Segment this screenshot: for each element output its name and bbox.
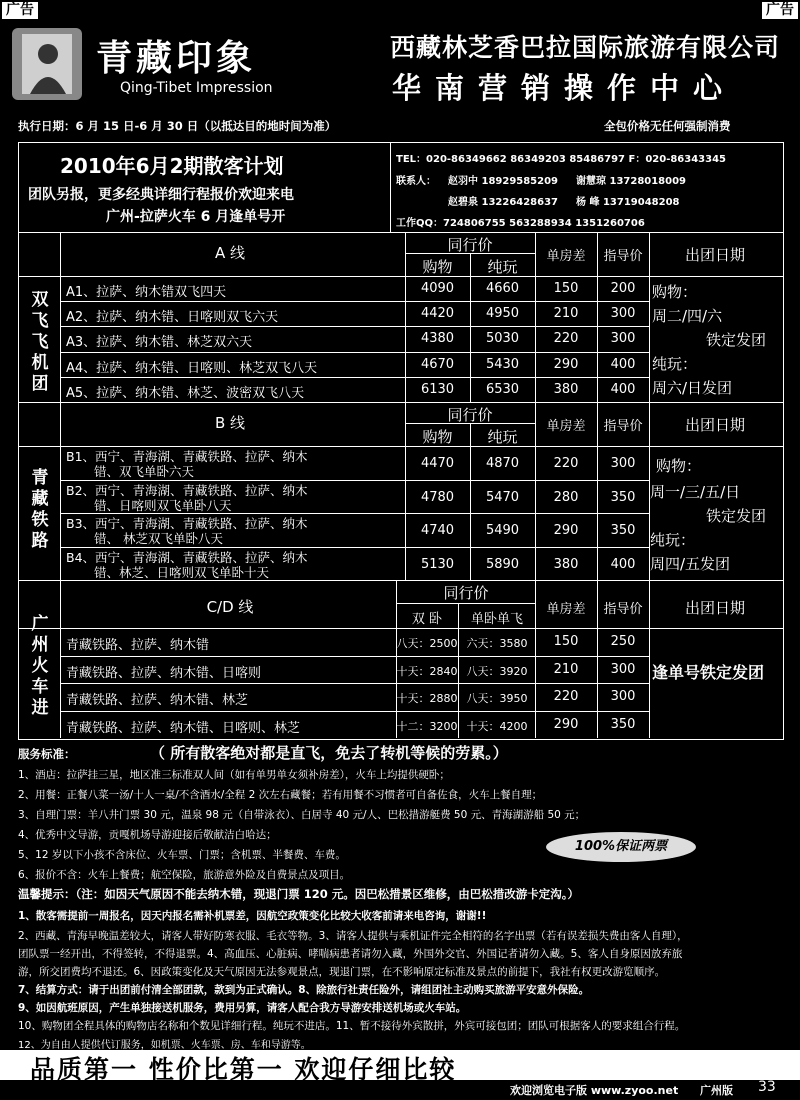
service-item-4: 5、12 岁以下小孩不含床位、火车票、门票；含机票、半餐费、车费。 — [18, 849, 346, 861]
line-b-shop-0: 4470 — [420, 456, 455, 471]
line-a-single-4: 380 — [553, 381, 579, 397]
line-a-pure: 纯玩 — [487, 258, 518, 276]
line-a-pure-4: 6530 — [485, 381, 520, 397]
train-note: 广州-拉萨火车 6 月逢单号开 — [106, 209, 286, 225]
price-note: 全包价格无任何强制消费 — [604, 119, 731, 133]
line-a-shop: 购物 — [422, 258, 453, 276]
line-a-guide-2: 300 — [610, 331, 636, 347]
line-cd-route-1: 青藏铁路、拉萨、纳木错、日喀则 — [66, 665, 262, 681]
tips-line-5: 9、如因航班原因，产生单独接送机服务，费用另算，请客人配合我方导游安排送机场或火车站。 — [18, 1002, 467, 1014]
contact-label: 联系人： — [396, 176, 436, 187]
line-a-pure-0: 4660 — [485, 281, 520, 296]
tips-line-0: 1、散客需提前一周报名，因天内报名需补机票差，因航空政策变化比较大收客前请来电咨询，谢谢!! — [18, 910, 487, 922]
line-cd-fly-1: 八天：3920 — [466, 664, 528, 678]
line-b-shop-3: 5130 — [420, 556, 455, 572]
line-a-single-2: 220 — [553, 331, 579, 347]
logo-name: 青藏印象 — [96, 37, 257, 79]
line-cd-single-0: 150 — [553, 634, 579, 649]
footer-browse[interactable]: 欢迎浏览电子版 www.zyoo.net — [510, 1084, 679, 1097]
contact-qq: 工作QQ：724806755 563288934 1351260706 — [396, 218, 645, 229]
company-name: 西藏林芝香巴拉国际旅游有限公司 — [390, 33, 781, 62]
contact-p1: 赵羽中 18929585209 — [448, 176, 559, 187]
line-b-pure-2: 5490 — [485, 523, 520, 538]
tips-line-6: 10、购物团全程具体的购物店名称和个数见详细行程。纯玩不进店。11、暂不接待外宾散拼，外宾可接包团；团队可根据客人的要求组合行程。 — [18, 1020, 686, 1032]
line-a-title: A 线 — [214, 244, 246, 262]
line-a-guide-0: 200 — [610, 281, 636, 296]
line-a-route-3: A4、拉萨、纳木错、日喀则、林芝双飞八天 — [66, 360, 318, 376]
line-cd-berth: 双 卧 — [411, 612, 443, 627]
line-a-depart-head: 出团日期 — [684, 246, 745, 264]
line-cd-berth-2: 十天：2880 — [396, 692, 458, 705]
line-b-route2-2: 错、 林芝双飞单卧八天 — [94, 531, 223, 546]
center-name: 华南营销操作中心 — [392, 71, 737, 105]
line-cd-depart-head: 出团日期 — [684, 599, 745, 617]
page-number: 33 — [758, 1079, 776, 1095]
ad-tag-left: 广告 — [2, 2, 38, 19]
line-b-dep-4: 周四/五发团 — [650, 555, 731, 573]
tips-line-2: 团队票一经开出，不得签转，不得退票。4、高血压、心脏病、哮喘病患者请勿入藏，外国外交官、外国记者请勿入藏。5、客人自身原因放弃旅 — [18, 948, 683, 960]
line-cd-peer: 同行价 — [443, 584, 489, 602]
line-a-dep-1: 周二/四/六 — [652, 307, 723, 325]
tips-line-7: 12、为自由人提供代订服务，如机票、火车票、房、车和导游等。 — [18, 1040, 311, 1051]
line-a-guide-3: 400 — [610, 356, 636, 372]
line-b-single-1: 280 — [553, 489, 579, 505]
line-b-pure-1: 5470 — [485, 489, 520, 505]
line-b-guide-2: 350 — [610, 523, 636, 538]
line-a-single-3: 290 — [553, 356, 579, 372]
footer-edition: 广州版 — [700, 1084, 733, 1097]
line-cd-route-2: 青藏铁路、拉萨、纳木错、林芝 — [66, 693, 249, 708]
contact-p4: 杨 峰 13719048208 — [576, 197, 680, 208]
line-b-single-0: 220 — [553, 456, 579, 471]
line-b-guide-1: 350 — [610, 489, 636, 505]
line-b-route2-0: 错、双飞单卧六天 — [94, 464, 195, 479]
line-a-single-0: 150 — [553, 281, 579, 296]
line-b-single-2: 290 — [553, 523, 579, 538]
line-cd-guide-1: 300 — [610, 661, 636, 677]
line-b-shop-1: 4780 — [420, 489, 455, 505]
exec-date: 执行日期：6 月 15 日-6 月 30 日（以抵达目的地时间为准） — [18, 119, 337, 133]
line-b-route2-1: 错、日喀则双飞单卧八天 — [94, 497, 232, 513]
service-label: 服务标准： — [18, 747, 76, 761]
line-cd-berth-3: 十二：3200 — [396, 719, 458, 733]
line-cd-fly-3: 十天：4200 — [466, 719, 528, 733]
line-cd-single-3: 290 — [553, 716, 579, 732]
line-b-single-3: 380 — [553, 556, 579, 572]
line-b-title: B 线 — [214, 414, 246, 432]
team-note: 团队另报，更多经典详细行程报价欢迎来电 — [28, 187, 294, 203]
line-b-pure-0: 4870 — [485, 456, 520, 471]
line-cd-single: 单房差 — [546, 602, 586, 617]
tips-line-4: 7、结算方式：请于出团前付清全部团款，款到为正式确认。8、除旅行社责任险外，请组团社主动购买旅游平安意外保险。 — [18, 984, 590, 996]
line-cd-berth-1: 十天：2840 — [396, 664, 458, 678]
contact-p3: 赵碧泉 13226428637 — [448, 197, 559, 208]
line-b-dep-0: 购物： — [656, 457, 702, 475]
contact-tel: TEL：020-86349662 86349203 85486797 F：020-86343345 — [396, 154, 727, 165]
line-a-route-4: A5、拉萨、纳木错、林芝、波密双飞八天 — [66, 385, 305, 401]
line-b-depart-head: 出团日期 — [684, 416, 745, 434]
line-b-guide: 指导价 — [603, 419, 643, 434]
line-cd-guide-0: 250 — [610, 634, 636, 649]
line-b-route2-3: 错、林芝、日喀则双飞单卧十天 — [94, 564, 270, 580]
contact-p2: 谢慧琼 13728018009 — [576, 176, 687, 187]
line-a-peer: 同行价 — [447, 236, 493, 254]
service-item-1: 2、用餐：正餐八菜一汤/十人一桌/不含酒水/全程 2 次左右藏餐；若有用餐不习惯者可自备佐食，火车上餐自理； — [18, 789, 543, 801]
line-a-pure-2: 5030 — [485, 331, 520, 347]
slogan: 品质第一 性价比第一 欢迎仔细比较 — [30, 1055, 457, 1084]
tips-title: 温馨提示：（注：如因天气原因不能去纳木错，现退门票 120 元。因巴松措景区维修，由巴松措改游卡定沟。） — [18, 887, 580, 901]
service-item-3: 4、优秀中文导游，贡嘎机场导游迎接后敬献洁白哈达； — [18, 829, 277, 841]
line-a-shop-1: 4420 — [420, 306, 455, 322]
line-a-dep-4: 周六/日发团 — [652, 379, 733, 397]
line-b-route1-3: B4、西宁、青海湖、青藏铁路、拉萨、纳木 — [66, 549, 308, 565]
line-b-guide-3: 400 — [610, 556, 636, 572]
line-b-guide-0: 300 — [610, 456, 636, 471]
line-a-pure-3: 5430 — [485, 356, 520, 372]
line-b-pure-3: 5890 — [485, 556, 520, 572]
line-b-pure: 纯玩 — [487, 428, 518, 446]
guarantee-badge: 100%保证两票 — [546, 832, 696, 862]
line-b-dep-1: 周一/三/五/日 — [650, 483, 741, 501]
logo-subtitle: Qing-Tibet Impression — [120, 80, 273, 96]
line-a-dep-3: 纯玩： — [652, 355, 698, 373]
line-b-dep-2: 铁定发团 — [706, 507, 767, 525]
line-a-dep-2: 铁定发团 — [706, 331, 767, 349]
line-a-dep-0: 购物： — [652, 283, 698, 301]
service-item-0: 1、酒店：拉萨挂三星，地区准三标准双人间（如有单男单女须补房差），火车上均提供硬卧； — [18, 769, 450, 781]
service-item-2: 3、自理门票：羊八井门票 30 元，温泉 98 元（自带泳衣）、白居寺 40 元/人、巴松措游艇费 50 元、青海湖游船 50 元； — [18, 809, 586, 821]
line-cd-route-3: 青藏铁路、拉萨、纳木错、日喀则、林芝 — [66, 720, 301, 736]
line-cd-guide-3: 350 — [610, 716, 636, 732]
logo-mark-icon — [8, 24, 98, 108]
line-b-route1-0: B1、西宁、青海湖、青藏铁路、拉萨、纳木 — [66, 449, 308, 464]
line-a-single: 单房差 — [546, 249, 586, 264]
line-b-single: 单房差 — [546, 419, 586, 434]
line-b-peer: 同行价 — [447, 406, 493, 424]
line-a-shop-3: 4670 — [420, 356, 455, 372]
line-a-guide-1: 300 — [610, 306, 636, 322]
line-a-single-1: 210 — [553, 306, 579, 322]
line-cd-fly-0: 六天：3580 — [466, 637, 528, 650]
line-cd-group: 广州火车进 — [31, 614, 49, 718]
line-cd-title: C/D 线 — [206, 598, 254, 616]
line-cd-depart: 逢单号铁定发团 — [652, 663, 765, 682]
line-a-shop-2: 4380 — [420, 331, 455, 347]
line-b-route1-2: B3、西宁、青海湖、青藏铁路、拉萨、纳木 — [66, 516, 308, 531]
line-b-shop-2: 4740 — [420, 523, 455, 538]
service-item-5: 6、报价不含：火车上餐费；航空保险，旅游意外险及自费景点及项目。 — [18, 869, 351, 881]
line-a-route-1: A2、拉萨、纳木错、日喀则双飞六天 — [66, 310, 279, 326]
line-a-route-0: A1、拉萨、纳木错双飞四天 — [66, 285, 227, 300]
line-a-shop-0: 4090 — [420, 281, 455, 296]
line-b-shop: 购物 — [422, 428, 453, 446]
line-cd-berth-0: 八天：2500 — [396, 637, 458, 650]
line-a-group: 双飞飞机团 — [31, 290, 49, 394]
line-a-route-2: A3、拉萨、纳木错、林芝双六天 — [66, 335, 253, 351]
line-cd-single-1: 210 — [553, 661, 579, 677]
line-b-group: 青藏铁路 — [31, 468, 49, 551]
line-b-route1-1: B2、西宁、青海湖、青藏铁路、拉萨、纳木 — [66, 482, 308, 498]
line-a-guide-4: 400 — [610, 381, 636, 397]
line-cd-guide-2: 300 — [610, 689, 636, 704]
line-cd-single-2: 220 — [553, 689, 579, 704]
line-a-pure-1: 4950 — [485, 306, 520, 322]
line-a-guide: 指导价 — [603, 249, 643, 264]
ad-tag-right: 广告 — [762, 2, 798, 19]
tips-line-3: 游，所交团费均不退还。6、因政策变化及天气原因无法参观景点，现退门票，在不影响原定标准及景点的前提下，我社有权更改游览顺序。 — [18, 966, 666, 978]
plan-title: 2010年6月2期散客计划 — [60, 154, 284, 178]
line-cd-guide: 指导价 — [603, 602, 643, 617]
line-b-dep-3: 纯玩： — [650, 531, 696, 549]
tips-line-1: 2、西藏、青海早晚温差较大，请客人带好防寒衣服、毛衣等物。3、请客人提供与乘机证件完全相符的名字出票（若有误差损失费由客人自理）， — [18, 930, 688, 942]
service-headline: （ 所有散客绝对都是直飞，免去了转机等候的劳累。） — [150, 744, 508, 762]
line-cd-fly-2: 八天：3950 — [466, 692, 528, 705]
line-cd-route-0: 青藏铁路、拉萨、纳木错 — [66, 638, 210, 653]
line-cd-fly: 单卧单飞 — [470, 612, 523, 627]
line-a-shop-4: 6130 — [420, 381, 455, 397]
